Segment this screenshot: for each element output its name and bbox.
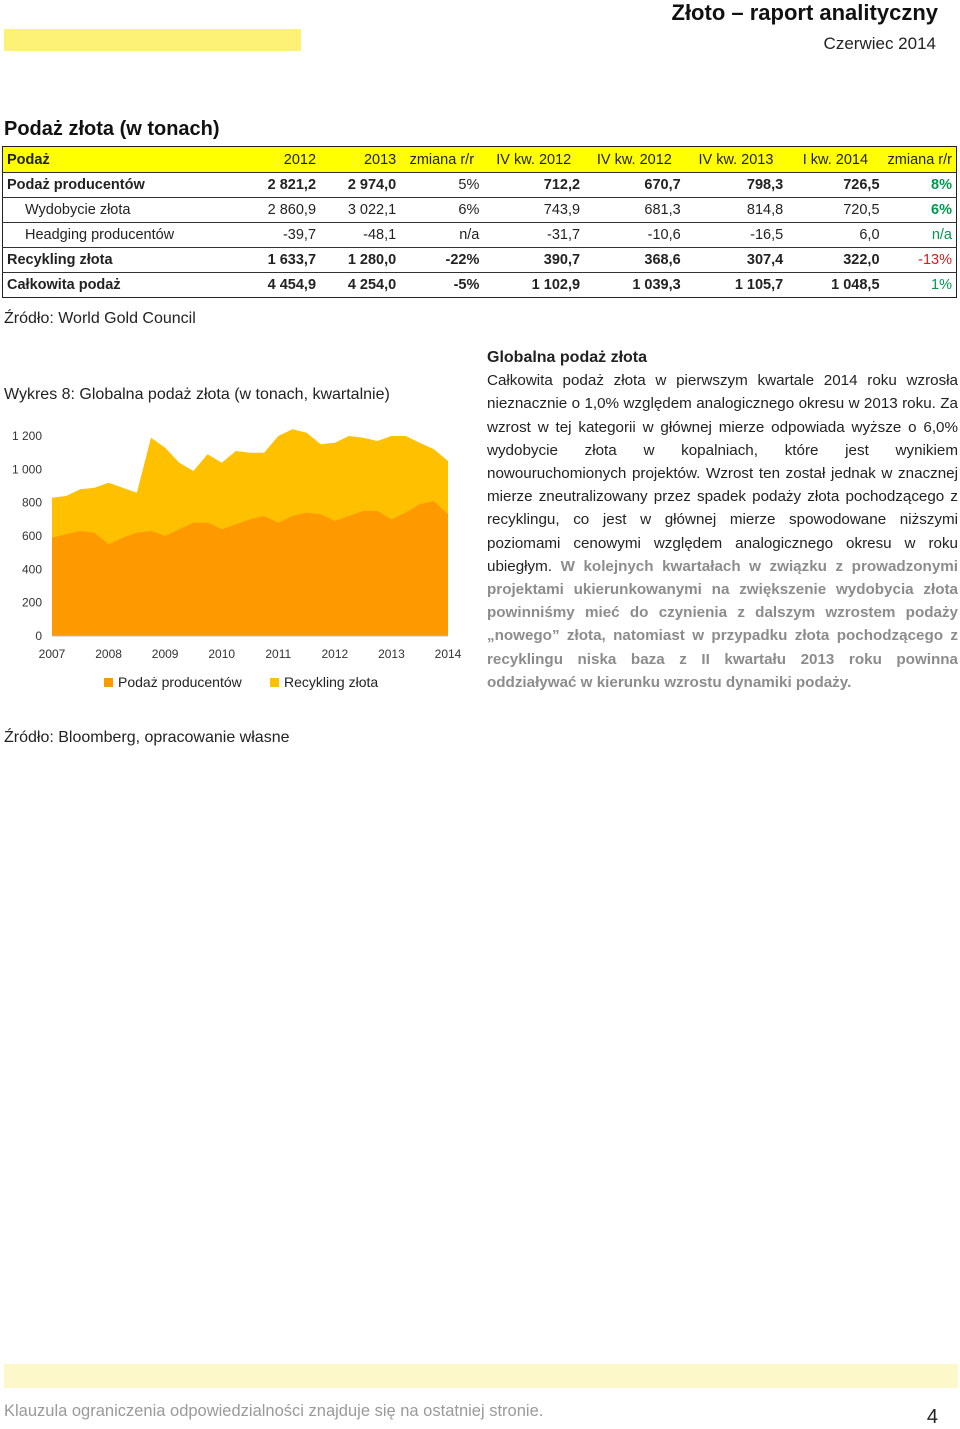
table-row [3, 223, 957, 248]
table-cell: -16,5 [685, 223, 788, 248]
table-cell: 2 974,0 [320, 173, 400, 198]
table-cell: n/a [884, 223, 957, 248]
x-tick-label: 2010 [208, 647, 236, 661]
table-cell: 3 022,1 [320, 198, 400, 223]
table-cell: 322,0 [787, 248, 883, 273]
table-cell: 1 633,7 [231, 248, 320, 273]
table-cell: 712,2 [483, 173, 584, 198]
page-number: 4 [926, 1406, 938, 1428]
chart-title: Wykres 8: Globalna podaż złota (w tonach, kwartalnie) [4, 386, 390, 403]
table-header-cell: IV kw. 2012 [483, 147, 584, 173]
y-tick-label: 1 000 [11, 462, 42, 477]
table-cell: 307,4 [685, 248, 788, 273]
table-cell: 1% [884, 273, 957, 298]
table-cell: 726,5 [787, 173, 883, 198]
table-cell: 670,7 [584, 173, 685, 198]
y-tick-label: 400 [21, 562, 42, 577]
y-tick-label: 800 [21, 495, 42, 510]
table-header-cell: zmiana r/r [400, 147, 483, 173]
commentary-outlook: W kolejnych kwartałach w związku z prowadzonymi projektami ukierunkowanymi na zwiększenie wydobycia złota powinniśmy mieć do czynienia z dalszym wzrostem podaży „nowego” złota, natomiast w przypadku złota pochodzącego z recyklingu niska baza z II kwartału 2013 roku powinna oddziaływać w kierunku wzrostu dynamiki podaży. [487, 557, 958, 691]
table-cell: 390,7 [483, 248, 584, 273]
footer-accent-bar [4, 1364, 958, 1388]
legend-label: Podaż producentów [118, 674, 242, 690]
table-header-cell: zmiana r/r [884, 147, 957, 173]
table-cell: -48,1 [320, 223, 400, 248]
row-label: Całkowita podaż [3, 273, 231, 298]
table-cell: 1 105,7 [685, 273, 788, 298]
table-header-row [3, 147, 957, 173]
x-tick-label: 2009 [151, 647, 179, 661]
table-header-cell: Podaż [3, 147, 231, 173]
table-row [3, 198, 957, 223]
header-accent-bar [4, 29, 301, 51]
x-tick-label: 2014 [434, 647, 462, 661]
table-header-cell: 2013 [320, 147, 400, 173]
table-cell: 8% [884, 173, 957, 198]
table-cell: 1 048,5 [787, 273, 883, 298]
table-cell: 2 821,2 [231, 173, 320, 198]
y-tick-label: 1 200 [11, 429, 42, 443]
table-cell: 6% [884, 198, 957, 223]
table-cell: 4 254,0 [320, 273, 400, 298]
chart-source: Źródło: Bloomberg, opracowanie własne [4, 729, 290, 746]
disclaimer-note: Klauzula ograniczenia odpowiedzialności znajduje się na ostatniej stronie. [4, 1402, 544, 1420]
table-cell: 368,6 [584, 248, 685, 273]
table-cell: 6% [400, 198, 483, 223]
x-tick-label: 2007 [38, 647, 66, 661]
table-row [3, 248, 957, 273]
table-cell: 798,3 [685, 173, 788, 198]
table-cell: 1 039,3 [584, 273, 685, 298]
table-cell: 814,8 [685, 198, 788, 223]
row-label: Recykling złota [3, 248, 231, 273]
x-tick-label: 2011 [265, 647, 292, 661]
table-cell: -5% [400, 273, 483, 298]
table-cell: 5% [400, 173, 483, 198]
table-cell: 2 860,9 [231, 198, 320, 223]
table-header-cell: 2012 [231, 147, 320, 173]
table-header-cell: IV kw. 2013 [685, 147, 788, 173]
y-tick-label: 600 [21, 529, 42, 543]
table-cell: -10,6 [584, 223, 685, 248]
x-tick-label: 2008 [95, 647, 122, 661]
legend-label: Recykling złota [284, 674, 379, 690]
table-cell: -13% [884, 248, 957, 273]
table-cell: -22% [400, 248, 483, 273]
row-label: Wydobycie złota [3, 198, 231, 223]
report-title: Złoto – raport analityczny [671, 0, 938, 25]
table-header-cell: IV kw. 2012 [584, 147, 685, 173]
y-tick-label: 0 [35, 629, 42, 643]
commentary-title: Globalna podaż złota [487, 349, 648, 366]
table-cell: 4 454,9 [231, 273, 320, 298]
table-row [3, 273, 957, 298]
x-tick-label: 2012 [321, 647, 349, 661]
table-cell: 681,3 [584, 198, 685, 223]
table-cell: n/a [400, 223, 483, 248]
report-date: Czerwiec 2014 [823, 34, 936, 53]
table-row [3, 173, 957, 198]
table-source: Źródło: World Gold Council [4, 310, 196, 327]
section-title: Podaż złota (w tonach) [4, 118, 220, 140]
commentary-paragraph: Całkowita podaż złota w pierwszym kwartale 2014 roku wzrosła nieznacznie o 1,0% względem analogicznego okresu w 2013 roku. Za wzrost w tej kategorii w głównej mierze odpowiada wyższe o 6,0% wydobycie złota w kopalniach, które jest wynikiem nowouruchomionych projektów. Wzrost ten został jednak w znacznej mierze zneutralizowany przez spadek podaży złota pochodzącego z recyklingu, co jest w głównej mierze spowodowane niższymi poziomami cenowymi względem analogicznego okresu w roku ubiegłym. [487, 372, 958, 575]
table-header-cell: I kw. 2014 [787, 147, 883, 173]
table-cell: 720,5 [787, 198, 883, 223]
x-tick-label: 2013 [378, 647, 405, 661]
table-cell: -39,7 [231, 223, 320, 248]
gold-supply-table [2, 146, 957, 298]
legend-swatch [104, 678, 113, 687]
legend-swatch [270, 678, 279, 687]
table-cell: 1 280,0 [320, 248, 400, 273]
y-tick-label: 200 [21, 595, 42, 610]
table-cell: 6,0 [787, 223, 883, 248]
commentary-column [487, 346, 958, 694]
table-cell: -31,7 [483, 223, 584, 248]
row-label: Headging producentów [3, 223, 231, 248]
gold-supply-chart [0, 420, 470, 700]
table-cell: 1 102,9 [483, 273, 584, 298]
row-label: Podaż producentów [3, 173, 231, 198]
table-cell: 743,9 [483, 198, 584, 223]
